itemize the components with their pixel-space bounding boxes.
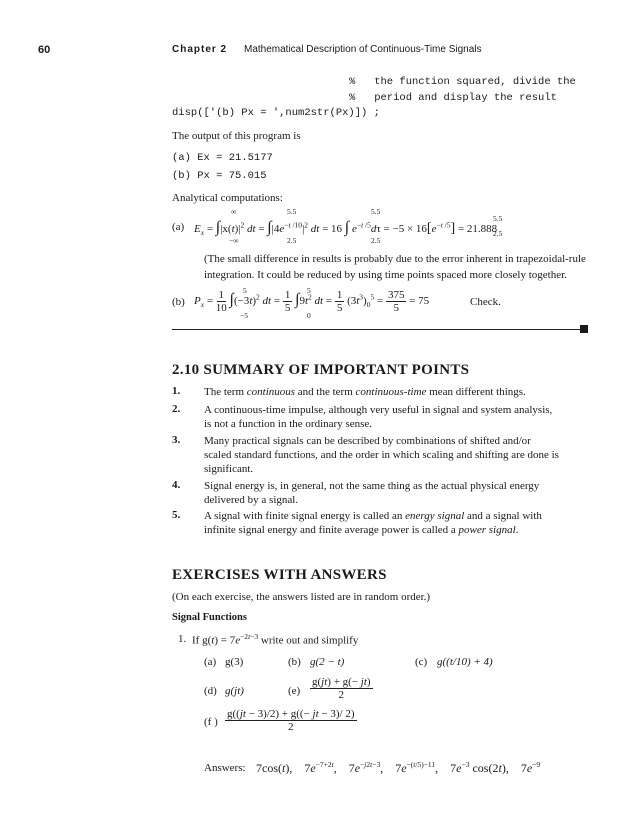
part-b-tag: (b)	[288, 656, 301, 668]
part-b-expr: g(2 − t)	[310, 656, 345, 668]
eq-b-tag: (b)	[172, 296, 185, 308]
part-c-expr: g((t/10) + 4)	[437, 656, 493, 668]
example-end-rule	[172, 329, 588, 330]
limit-b-upper-2: 5	[307, 286, 311, 295]
equation-power: $P_x$ = $\frac{1}{10}$ $\int(-3t)^2$ dt = $\frac{1}{5}$ $\int 9t^2$ dt = $\frac{1}{5}$ $(3t^3)_0^5$ = $\frac{375}{5}$ = 75	[194, 289, 430, 314]
equation-energy: $E_x = \int|x(t)|^2$ dt = $\int|4e^{-t /10}|^2$ dt = 16 ∫ $e^{-t /5}d\tau = -5 \times 16[e^{-t /5}] = 21.888$	[194, 219, 498, 238]
part-e-expr: $\frac{g(jt) + g(- jt)}{2}$	[312, 676, 371, 701]
check-label: Check.	[470, 296, 501, 308]
output-intro: The output of this program is	[172, 130, 301, 142]
chapter-label: Chapter 2	[172, 44, 228, 55]
part-d-expr: g(jt)	[225, 685, 244, 697]
limit-inf-upper: ∞	[231, 207, 237, 216]
summary-item-5: A signal with finite signal energy is called an energy signal and a signal with infinite signal energy and finite average power is called a power signal.	[204, 510, 542, 536]
limit-upper-1: 5.5	[287, 207, 297, 216]
output-line-b: (b) Px = 75.015	[172, 170, 267, 182]
code-comment-2: % period and display the result	[349, 92, 557, 104]
summary-item-1-num: 1.	[172, 385, 181, 397]
code-comment-1: % the function squared, divide the	[349, 76, 576, 88]
subsection-signal-functions: Signal Functions	[172, 612, 247, 623]
exercise-1-statement: If $g(t) = 7e^{-2t-3}$ write out and simplify	[192, 632, 359, 647]
note-line-1: (The small difference in results is probably due to the error inherent in trapezoidal-rule	[204, 253, 586, 265]
summary-item-2-num: 2.	[172, 403, 181, 415]
limit-upper-2: 5.5	[371, 207, 381, 216]
limit-inf-lower: −∞	[229, 236, 239, 245]
limit-upper-3: 5.5	[493, 214, 503, 223]
answers-list: 7cos(t), $7e^{-7+2t}$, $7e^{-j2t-3}$, $7e^{-(t/5)-11}$, $7e^{-3}$ cos(2t), $7e^{-9}$	[256, 760, 541, 775]
limit-b-upper-1: 5	[243, 286, 247, 295]
page-number: 60	[38, 44, 51, 56]
exercises-title: EXERCISES WITH ANSWERS	[172, 567, 387, 583]
exercise-1-num: 1.	[178, 633, 187, 645]
analytical-label: Analytical computations:	[172, 192, 283, 204]
part-f-tag: (f )	[204, 716, 218, 728]
part-a-expr: g(3)	[225, 656, 244, 668]
eq-a-tag: (a)	[172, 221, 185, 233]
part-d-tag: (d)	[204, 685, 217, 697]
limit-b-lower-1: −5	[240, 311, 248, 320]
note-line-2: integration. It could be reduced by using time points spaced more closely together.	[204, 269, 567, 281]
summary-item-3-num: 3.	[172, 434, 181, 446]
summary-title: 2.10 SUMMARY OF IMPORTANT POINTS	[172, 362, 470, 378]
exercises-subtitle: (On each exercise, the answers listed are in random order.)	[172, 591, 431, 603]
limit-b-lower-2: 0	[307, 311, 311, 320]
code-disp-line: disp(['(b) Px = ',num2str(Px)]) ;	[172, 107, 380, 119]
limit-lower-2: 2.5	[371, 236, 381, 245]
limit-lower-1: 2.5	[287, 236, 297, 245]
answers-label: Answers:	[204, 762, 246, 774]
chapter-title: Mathematical Description of Continuous-Time Signals	[244, 44, 482, 55]
part-a-tag: (a)	[204, 656, 217, 668]
part-f-expr: $\frac{g((jt - 3)/2) + g((- jt - 3)/ 2)}{2}$	[227, 708, 355, 733]
part-c-tag: (c)	[415, 656, 428, 668]
summary-item-5-num: 5.	[172, 509, 181, 521]
summary-item-1: The term continuous and the term continuous-time mean different things.	[204, 386, 526, 398]
summary-item-4: Signal energy is, in general, not the same thing as the actual physical energy delivered by a signal.	[204, 480, 540, 506]
output-line-a: (a) Ex = 21.5177	[172, 152, 273, 164]
summary-item-4-num: 4.	[172, 479, 181, 491]
limit-lower-3: 2.5	[493, 229, 503, 238]
summary-item-2: A continuous-time impulse, although very useful in signal and system analysis, is not a function in the ordinary sense.	[204, 404, 553, 430]
end-of-example-mark	[580, 325, 588, 333]
summary-item-3: Many practical signals can be described by combinations of shifted and/or scaled standard functions, and the order in which scaling and shifting are done is significant.	[204, 435, 559, 475]
part-e-tag: (e)	[288, 685, 301, 697]
